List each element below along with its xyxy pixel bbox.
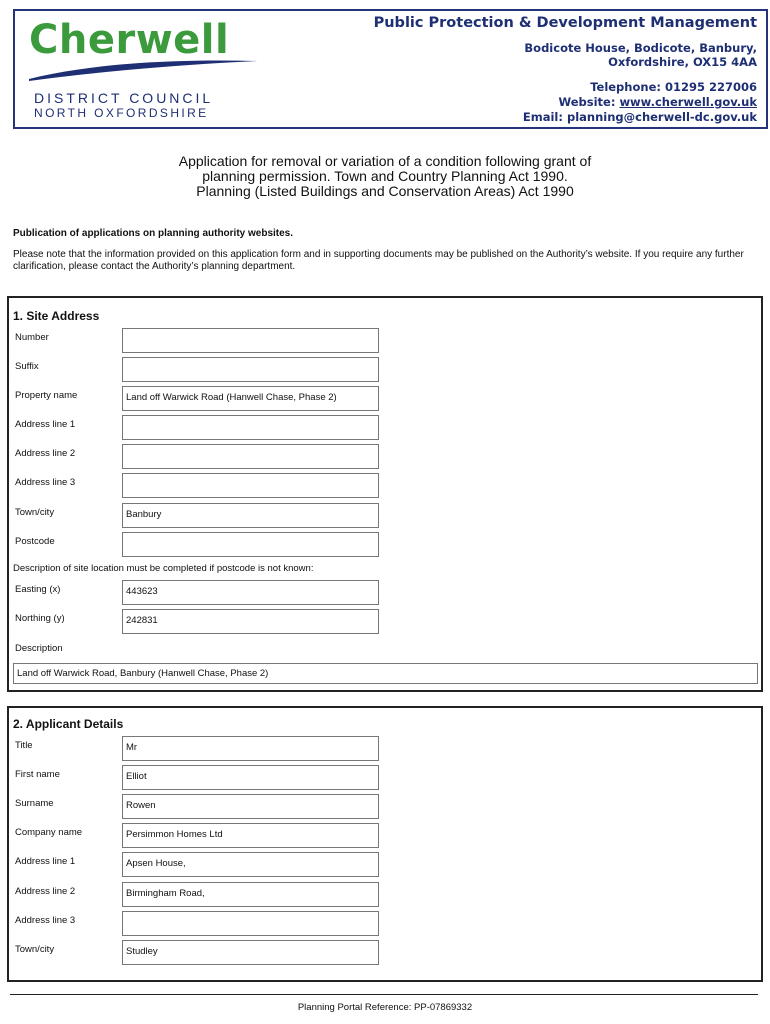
field-label: First name bbox=[15, 769, 60, 780]
company-name-field[interactable]: Persimmon Homes Ltd bbox=[122, 823, 379, 848]
field-label: Address line 1 bbox=[15, 419, 76, 430]
field-label: Postcode bbox=[15, 536, 55, 547]
cherwell-logo: Cherwell bbox=[29, 17, 230, 63]
department-title: Public Protection & Development Management bbox=[373, 15, 757, 31]
website-label: Website: bbox=[558, 95, 620, 109]
address-line-2: Oxfordshire, OX15 4AA bbox=[608, 55, 757, 69]
applicant-town-city-field[interactable]: Studley bbox=[122, 940, 379, 965]
field-label: Address line 3 bbox=[15, 915, 76, 926]
description-field[interactable]: Land off Warwick Road, Banbury (Hanwell Chase, Phase 2) bbox=[13, 663, 758, 684]
title-line-1: Application for removal or variation of a condition following grant of bbox=[178, 153, 592, 169]
address-line-1: Bodicote House, Bodicote, Banbury, bbox=[524, 41, 757, 55]
applicant-title: 2. Applicant Details bbox=[13, 717, 124, 731]
field-label: Suffix bbox=[15, 361, 39, 372]
address-line-1-field[interactable] bbox=[122, 415, 379, 440]
field-label: Town/city bbox=[15, 507, 55, 518]
council-letterhead bbox=[13, 9, 768, 129]
footer-divider bbox=[10, 994, 758, 995]
publication-note: Please note that the information provided on this application form and in supporting documents may be published on the Authority’s website. If you require any further clarification, please contact the Authority’s planning department. bbox=[13, 249, 744, 272]
applicant-address-line-2-field[interactable]: Birmingham Road, bbox=[122, 882, 379, 907]
title-field[interactable]: Mr bbox=[122, 736, 379, 761]
field-label: Property name bbox=[15, 390, 78, 401]
applicant-section bbox=[7, 706, 763, 982]
northing-label: Northing (y) bbox=[15, 613, 65, 624]
publication-heading: Publication of applications on planning authority websites. bbox=[13, 228, 294, 239]
title-line-2: planning permission. Town and Country Planning Act 1990. bbox=[202, 168, 568, 184]
field-label: Title bbox=[15, 740, 33, 751]
postcode-field[interactable] bbox=[122, 532, 379, 557]
address-line-2-field[interactable] bbox=[122, 444, 379, 469]
field-label: Address line 3 bbox=[15, 477, 76, 488]
council-address bbox=[524, 41, 757, 69]
applicant-address-line-1-field[interactable]: Apsen House, bbox=[122, 852, 379, 877]
town-city-field[interactable]: Banbury bbox=[122, 503, 379, 528]
northing-field[interactable]: 242831 bbox=[122, 609, 379, 634]
suffix-field[interactable] bbox=[122, 357, 379, 382]
website-line bbox=[523, 95, 757, 110]
surname-field[interactable]: Rowen bbox=[122, 794, 379, 819]
field-label: Address line 1 bbox=[15, 856, 76, 867]
council-name: DISTRICT COUNCIL bbox=[34, 90, 214, 106]
field-label: Address line 2 bbox=[15, 886, 76, 897]
number-field[interactable] bbox=[122, 328, 379, 353]
portal-reference: Planning Portal Reference: PP-07869332 bbox=[297, 1002, 473, 1013]
first-name-field[interactable]: Elliot bbox=[122, 765, 379, 790]
council-region: NORTH OXFORDSHIRE bbox=[34, 106, 209, 120]
telephone: Telephone: 01295 227006 bbox=[590, 80, 757, 94]
easting-field[interactable]: 443623 bbox=[122, 580, 379, 605]
site-address-section bbox=[7, 296, 763, 692]
field-label: Address line 2 bbox=[15, 448, 76, 459]
description-label: Description bbox=[15, 643, 63, 654]
title-line-3: Planning (Listed Buildings and Conservation Areas) Act 1990 bbox=[196, 183, 574, 199]
property-name-field[interactable]: Land off Warwick Road (Hanwell Chase, Phase 2) bbox=[122, 386, 379, 411]
field-label: Surname bbox=[15, 798, 54, 809]
location-note: Description of site location must be completed if postcode is not known: bbox=[13, 563, 314, 574]
logo-swoosh-icon bbox=[25, 57, 260, 83]
field-label: Town/city bbox=[15, 944, 55, 955]
field-label: Company name bbox=[15, 827, 83, 838]
address-line-3-field[interactable] bbox=[122, 473, 379, 498]
applicant-address-line-3-field[interactable] bbox=[122, 911, 379, 936]
council-contact bbox=[523, 80, 757, 125]
website-link[interactable]: www.cherwell.gov.uk bbox=[619, 95, 757, 109]
easting-label: Easting (x) bbox=[15, 584, 61, 595]
document-title bbox=[0, 154, 770, 199]
field-label: Number bbox=[15, 332, 49, 343]
email[interactable]: Email: planning@cherwell-dc.gov.uk bbox=[522, 110, 757, 124]
site-address-title: 1. Site Address bbox=[13, 309, 100, 323]
